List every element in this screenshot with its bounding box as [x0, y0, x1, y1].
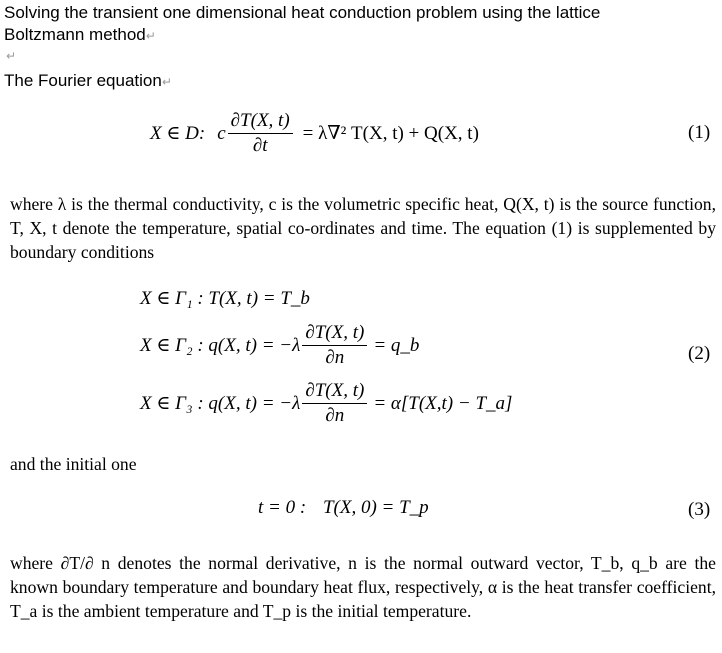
equation-1-number: (1) — [688, 122, 711, 143]
title-line-2: Boltzmann method↵ — [4, 25, 156, 44]
eq2-row2-lhs: X ∈ Γ₂ : q(X, t) = −λ — [140, 335, 301, 356]
eq2-row3-numerator: ∂T(X, t) — [302, 380, 367, 404]
eq1-numerator: ∂T(X, t) — [228, 110, 293, 134]
eq3-lhs: t = 0 : — [258, 497, 307, 518]
paragraph-mark-icon: ↵ — [161, 75, 172, 89]
eq2-row3-lhs: X ∈ Γ₃ : q(X, t) = −λ — [140, 393, 301, 414]
paragraph-1: where λ is the thermal conductivity, c is the volumetric specific heat, Q(X, t) is the source function, T, X, t denote the temperature, spatial co-ordinates and time. The equation (1) is supplemented by boundary conditions — [10, 194, 716, 262]
equation-3-number: (3) — [688, 499, 711, 520]
eq2-row2-rhs: = q_b — [373, 334, 420, 356]
title-line-1: Solving the transient one dimensional heat conduction problem using the lattice — [4, 3, 601, 22]
empty-paragraph — [6, 47, 16, 65]
eq2-row3-fraction — [302, 380, 367, 427]
eq1-rhs: = λ∇² T(X, t) + Q(X, t) — [302, 123, 479, 144]
paragraph-2: where ∂T/∂ n denotes the normal derivative, n is the normal outward vector, T_b, q_b are the known boundary temperature and boundary heat flux, respectively, α is the heat transfer coefficient, T_a is the ambient temperature and T_p is the initial temperature. — [10, 553, 716, 621]
eq2-row2-denominator: ∂n — [325, 347, 345, 368]
initial-condition-text: and the initial one — [10, 454, 137, 474]
equation-2-row-2 — [140, 322, 419, 369]
equation-3 — [258, 497, 429, 519]
eq1-c: c — [217, 122, 226, 144]
paragraph-mark-icon: ↵ — [145, 29, 156, 43]
equation-2-row-3 — [140, 380, 512, 427]
equation-2-row-1: X ∈ Γ₁ : T(X, t) = T_b — [140, 288, 310, 309]
eq1-denominator: ∂t — [252, 135, 268, 156]
eq2-row2-fraction — [302, 322, 367, 369]
eq1-domain: X ∈ D: — [150, 123, 206, 144]
equation-1 — [150, 110, 479, 157]
equation-2-number: (2) — [688, 343, 711, 364]
eq1-fraction — [228, 110, 293, 157]
eq2-row2-numerator: ∂T(X, t) — [302, 322, 367, 346]
paragraph-mark-icon: ↵ — [6, 49, 17, 63]
eq2-row3-denominator: ∂n — [325, 405, 345, 426]
fourier-heading: The Fourier equation↵ — [4, 71, 172, 90]
eq2-row3-rhs: = α[T(X,t) − T_a] — [373, 392, 513, 414]
eq3-rhs: T(X, 0) = T_p — [322, 497, 429, 518]
